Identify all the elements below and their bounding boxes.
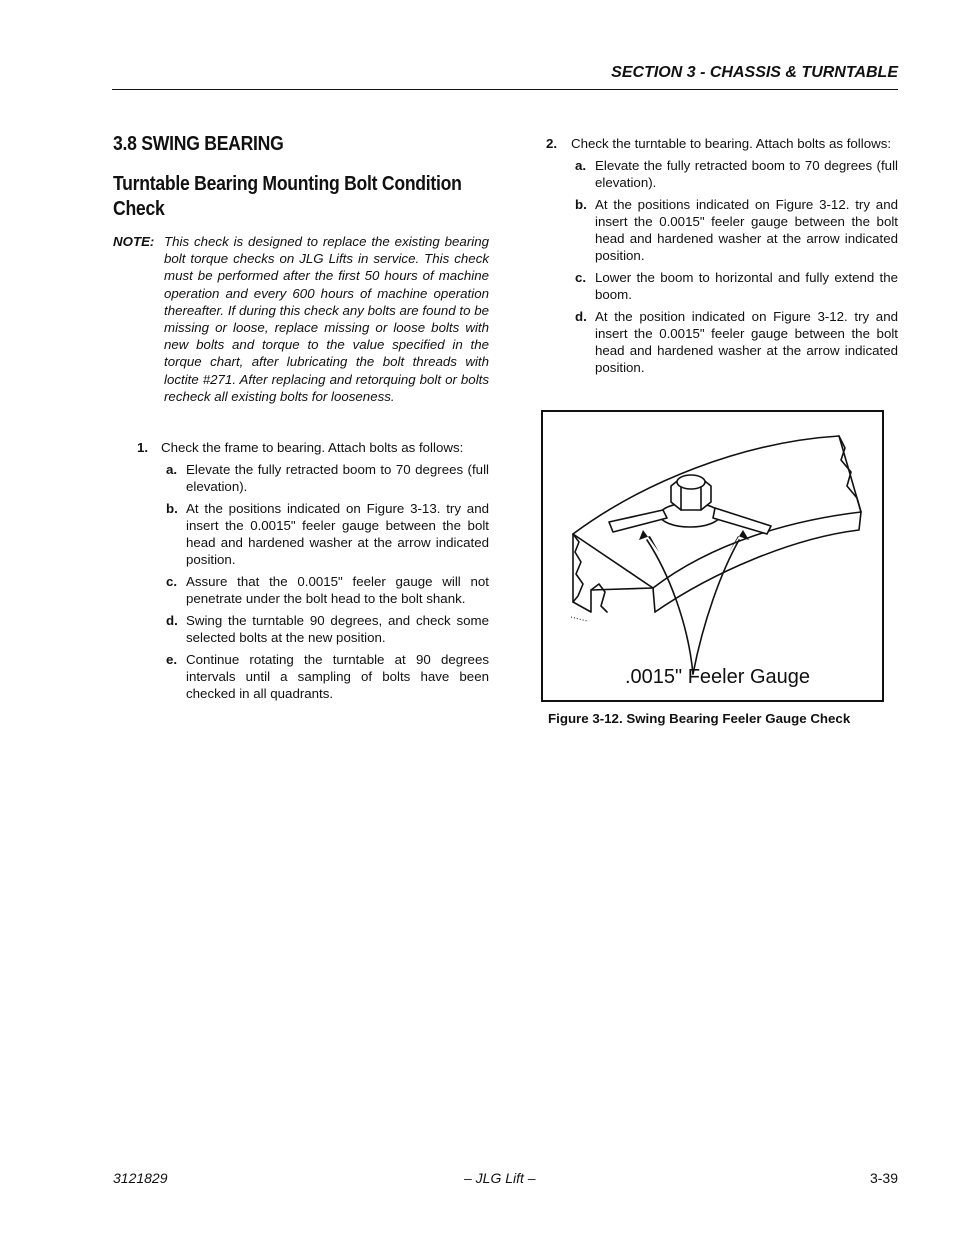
- step-2-sub-c: [575, 269, 898, 303]
- step-1-sub-d: [166, 612, 489, 646]
- sub-text: Lower the boom to horizontal and fully extend the boom.: [595, 270, 898, 302]
- sub-text: At the position indicated on Figure 3-12. try and insert the 0.0015" feeler gauge between the bolt head and hardened washer at the arrow indicated position.: [595, 309, 898, 375]
- sub-text: Swing the turntable 90 degrees, and check some selected bolts at the new position.: [186, 613, 489, 645]
- feeler-gauge-label: .0015" Feeler Gauge: [625, 666, 810, 688]
- step-2-sub-b: [575, 196, 898, 264]
- feeler-gauge-figure: [541, 410, 884, 702]
- step-2-text: Check the turntable to bearing. Attach bolts as follows:: [571, 136, 892, 151]
- section-header: SECTION 3 - CHASSIS & TURNTABLE: [611, 64, 898, 81]
- step-2-sub-a: [575, 157, 898, 191]
- sub-letter: a.: [575, 158, 587, 173]
- footer-page-number: 3-39: [869, 1170, 898, 1186]
- note-block: [113, 233, 489, 405]
- step-1-sub-c: [166, 573, 489, 607]
- step-1-sub-b: [166, 500, 489, 568]
- subsection-title: Turntable Bearing Mounting Bolt Condition Check: [113, 173, 462, 220]
- step-1-text: Check the frame to bearing. Attach bolts as follows:: [161, 440, 464, 455]
- sub-text: At the positions indicated on Figure 3-13. try and insert the 0.0015" feeler gauge between the bolt head and hardened washer at the arrow indicated position.: [186, 501, 489, 567]
- footer-publisher: – JLG Lift –: [464, 1170, 536, 1186]
- bearing-illustration: [543, 412, 881, 699]
- step-1-sub-e: [166, 651, 489, 702]
- section-title: 3.8 SWING BEARING: [113, 133, 284, 155]
- sub-text: At the positions indicated on Figure 3-12. try and insert the 0.0015" feeler gauge between the bolt head and hardened washer at the arrow indicated position.: [595, 197, 898, 263]
- sub-letter: d.: [575, 309, 587, 324]
- step-2: [546, 135, 898, 376]
- sub-letter: c.: [575, 270, 587, 285]
- note-label: NOTE:: [113, 234, 155, 249]
- header-divider: [112, 89, 898, 90]
- sub-letter: b.: [575, 197, 587, 212]
- figure-caption: Figure 3-12. Swing Bearing Feeler Gauge Check: [548, 711, 851, 726]
- sub-letter: e.: [166, 652, 178, 667]
- sub-text: Elevate the fully retracted boom to 70 degrees (full elevation).: [186, 462, 489, 494]
- footer-doc-number: 3121829: [113, 1170, 168, 1186]
- step-1-number: 1.: [137, 440, 149, 455]
- step-1-sub-a: [166, 461, 489, 495]
- sub-letter: b.: [166, 501, 178, 516]
- sub-text: Assure that the 0.0015" feeler gauge will not penetrate under the bolt head to the bolt shank.: [186, 574, 489, 606]
- sub-text: Elevate the fully retracted boom to 70 degrees (full elevation).: [595, 158, 898, 190]
- step-2-number: 2.: [546, 136, 558, 151]
- step-2-sub-d: [575, 308, 898, 376]
- sub-text: Continue rotating the turntable at 90 degrees intervals until a sampling of bolts have been checked in all quadrants.: [186, 652, 489, 701]
- note-text: This check is designed to replace the existing bearing bolt torque checks on JLG Lifts in service. This check must be performed after the first 50 hours of machine operation and every 600 hours of machine operation thereafter. If during this check any bolts are found to be missing or loose, replace missing or loose bolts with new bolts and torque to the value specified in the torque chart, after lubricating the bolt threads with loctite #271. After replacing and retorquing bolt or bolts recheck all existing bolts for looseness.: [164, 234, 489, 404]
- sub-letter: a.: [166, 462, 178, 477]
- step-1: [137, 439, 489, 702]
- sub-letter: c.: [166, 574, 178, 589]
- sub-letter: d.: [166, 613, 178, 628]
